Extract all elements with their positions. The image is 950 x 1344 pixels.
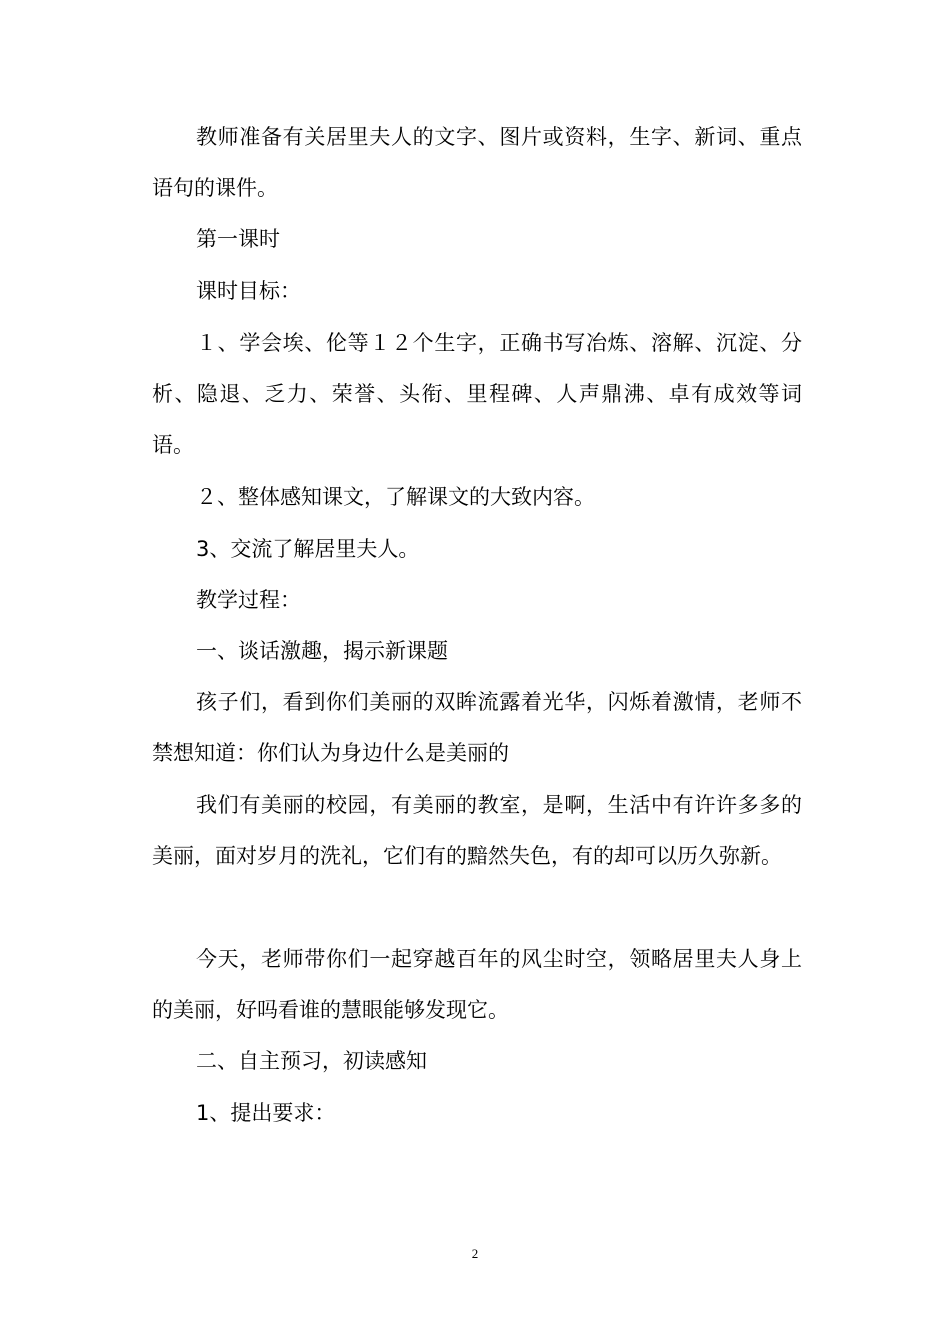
paragraph-lesson-heading: 第一课时	[196, 227, 280, 251]
paragraph-objective-3: 3、交流了解居里夫人。	[196, 537, 420, 561]
paragraph-beauty-around: 我们有美丽的校园，有美丽的教室，是啊，生活中有许许多多的美丽，面对岁月的洗礼，它们有的黯然失色，有的却可以历久弥新。	[152, 793, 802, 868]
paragraph-objective-2: ２、整体感知课文，了解课文的大致内容。	[196, 485, 595, 509]
paragraph-today: 今天，老师带你们一起穿越百年的风尘时空，领略居里夫人身上的美丽，好吗看谁的慧眼能够发现它。	[152, 947, 802, 1022]
paragraph-objectives-heading: 课时目标：	[196, 279, 301, 303]
paragraph-process-heading: 教学过程：	[196, 588, 301, 612]
paragraph-requirements: 1、提出要求：	[196, 1101, 336, 1125]
paragraph-intro-question: 孩子们，看到你们美丽的双眸流露着光华，闪烁着激情，老师不禁想知道：你们认为身边什么是美丽的	[152, 690, 802, 765]
paragraph-objective-1: １、学会埃、伦等１２个生字，正确书写冶炼、溶解、沉淀、分析、隐退、乏力、荣誉、头衔、里程碑、人声鼎沸、卓有成效等词语。	[152, 331, 802, 457]
paragraph-section-2-heading: 二、自主预习，初读感知	[196, 1049, 427, 1073]
paragraph-preparation: 教师准备有关居里夫人的文字、图片或资料，生字、新词、重点语句的课件。	[152, 125, 802, 200]
page-number: 2	[471, 1246, 479, 1261]
paragraph-section-1-heading: 一、谈话激趣，揭示新课题	[196, 639, 448, 663]
